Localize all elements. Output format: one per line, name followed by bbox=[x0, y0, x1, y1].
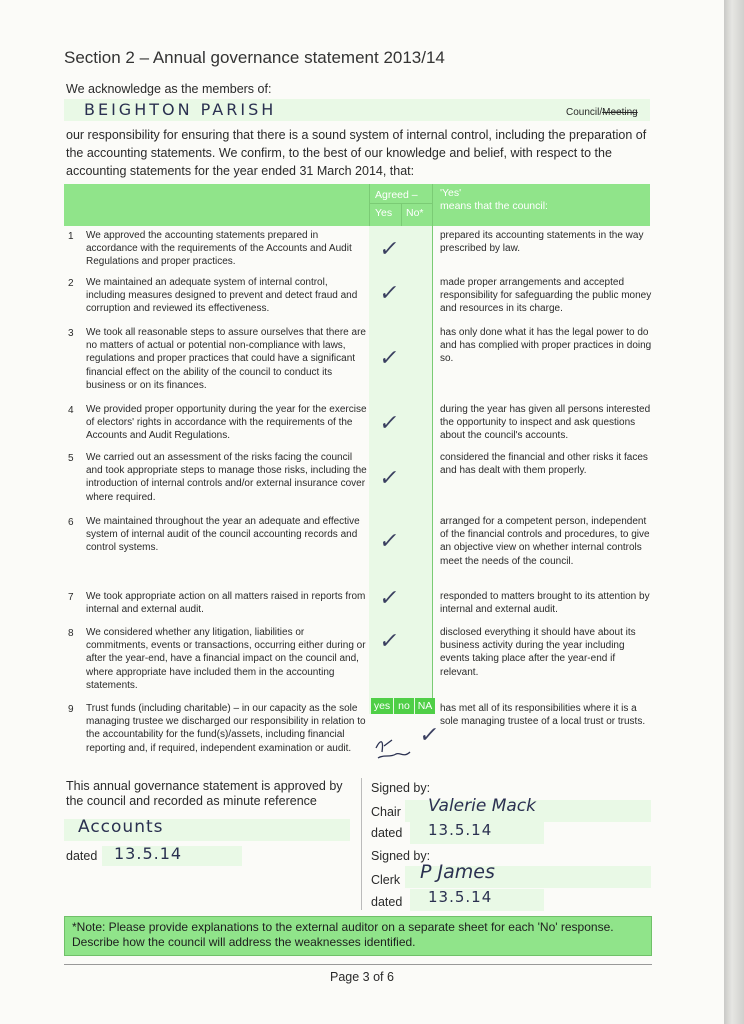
note-text: *Note: Please provide explanations to the external auditor on a separate sheet for each 'No' response. Describe how the council will address the weaknesses identified. bbox=[72, 920, 614, 949]
row-number: 6 bbox=[68, 517, 74, 528]
page-number: Page 3 of 6 bbox=[330, 970, 394, 984]
row-number: 7 bbox=[68, 592, 74, 603]
row-means: arranged for a competent person, independent of the financial controls and procedures, to give an objective view on whether internal controls meet the needs of the council. bbox=[440, 516, 650, 567]
header-agreed: Agreed – bbox=[375, 189, 418, 201]
row-statement: We maintained an adequate system of internal control, including measures designed to prevent and detect fraud and corruption and reviewed its effectiveness. bbox=[86, 277, 358, 315]
row-statement: We took all reasonable steps to assure ourselves that there are no matters of actual or potential non-compliance with laws, regulations and proper practices that could have a significant financial effect on the ability of the council to conduct its business or on its finances. bbox=[86, 327, 366, 391]
row-statement: We provided proper opportunity during the year for the exercise of electors' rights in accordance with the requirements of the Accounts and Audit Regulations. bbox=[86, 404, 367, 442]
approval-text: This annual governance statement is approved by the council and recorded as minute reference bbox=[66, 779, 343, 808]
row-statement: We took appropriate action on all matters raised in reports from internal and external audit. bbox=[86, 591, 366, 616]
intro-paragraph: our responsibility for ensuring that there is a sound system of internal control, including the preparation of the accounting statements. We confirm, to the best of our knowledge and belief, with respect to the accounting statements for the year ended 31 March 2014, that: bbox=[66, 128, 647, 178]
signed-by-label: Signed by: bbox=[371, 781, 431, 795]
clerk-date-handwritten: 13.5.14 bbox=[428, 888, 493, 906]
council-name-handwritten: BEIGHTON PARISH bbox=[84, 100, 277, 119]
header-yes: Yes bbox=[375, 207, 393, 219]
row-statement: We maintained throughout the year an adequate and effective system of internal audit of the council accounting records and control systems. bbox=[86, 516, 360, 554]
chair-label: Chair bbox=[371, 805, 401, 819]
section-title: Section 2 – Annual governance statement 2013/14 bbox=[64, 48, 445, 67]
row-means: has met all of its responsibilities where it is a sole managing trustee of a local trust or trusts. bbox=[440, 703, 646, 728]
tick-mark: ✓ bbox=[377, 410, 401, 435]
row-means: during the year has given all persons interested the opportunity to inspect and ask questions about the council's accounts. bbox=[440, 404, 651, 442]
tick-mark: ✓ bbox=[377, 236, 401, 261]
tick-mark: ✓ bbox=[377, 528, 401, 553]
chair-date-handwritten: 13.5.14 bbox=[428, 821, 493, 839]
footer-rule bbox=[64, 964, 652, 965]
handwritten-initial-mark bbox=[372, 728, 416, 768]
header-no: No* bbox=[406, 207, 424, 219]
row-number: 2 bbox=[68, 278, 74, 289]
row-number: 4 bbox=[68, 405, 74, 416]
chair-signature: Valerie Mack bbox=[428, 796, 536, 816]
signed-by-label: Signed by: bbox=[371, 849, 431, 863]
row-number: 5 bbox=[68, 453, 74, 464]
row-statement: We approved the accounting statements prepared in accordance with the requirements of the Accounts and Audit Regulations and proper practices. bbox=[86, 230, 352, 268]
chair-dated-label: dated bbox=[371, 826, 403, 840]
row-means: disclosed everything it should have about its business activity during the year including events taking place after the year-end if relevant. bbox=[440, 627, 636, 678]
acknowledge-text: We acknowledge as the members of: bbox=[66, 82, 272, 96]
tick-mark: ✓ bbox=[377, 585, 401, 610]
tick-mark: ✓ bbox=[377, 345, 401, 370]
table-header bbox=[64, 184, 650, 226]
row-statement: We considered whether any litigation, liabilities or commitments, events or transactions, occurring either during or after the year-end, have a financial impact on the council and, where appropriate have included them in the accounting statements. bbox=[86, 627, 366, 691]
row-statement: We carried out an assessment of the risks facing the council and took appropriate steps to manage those risks, including the introduction of internal controls and/or external insurance cover where required. bbox=[86, 452, 367, 503]
clerk-label: Clerk bbox=[371, 873, 401, 887]
row-number: 9 bbox=[68, 704, 74, 715]
tick-mark: ✓ bbox=[417, 722, 441, 747]
row-number: 3 bbox=[68, 328, 74, 339]
row-statement: Trust funds (including charitable) – in our capacity as the sole managing trustee we discharged our responsibility in relation to the accountability for the fund(s)/assets, including financial reporting and, if required, independent examination or audit. bbox=[86, 703, 366, 754]
column-divider bbox=[432, 184, 433, 714]
minute-reference-handwritten: Accounts bbox=[78, 817, 164, 837]
row-means: responded to matters brought to its attention by internal and external audit. bbox=[440, 591, 650, 616]
row-number: 1 bbox=[68, 231, 74, 242]
header-yes-quote: 'Yes' bbox=[440, 187, 462, 199]
page-edge bbox=[724, 0, 744, 1024]
tick-mark: ✓ bbox=[377, 280, 401, 305]
clerk-signature: P James bbox=[420, 861, 495, 883]
clerk-dated-label: dated bbox=[371, 895, 403, 909]
row9-na-header: NA bbox=[415, 698, 435, 714]
row-number: 8 bbox=[68, 628, 74, 639]
column-divider bbox=[401, 203, 402, 226]
row-means: has only done what it has the legal power to do and has complied with proper practices in doing so. bbox=[440, 327, 652, 365]
signature-divider bbox=[361, 778, 362, 910]
council-meeting-label: Council/Meeting bbox=[566, 107, 638, 118]
tick-mark: ✓ bbox=[377, 465, 401, 490]
approval-dated-label: dated bbox=[66, 849, 98, 863]
row-means: considered the financial and other risks it faces and has dealt with them properly. bbox=[440, 452, 648, 477]
row-means: made proper arrangements and accepted responsibility for safeguarding the public money and resources in its charge. bbox=[440, 277, 652, 315]
row9-yes-header: yes bbox=[371, 698, 393, 714]
approval-date-handwritten: 13.5.14 bbox=[114, 844, 183, 863]
tick-mark: ✓ bbox=[377, 628, 401, 653]
row-means: prepared its accounting statements in the way prescribed by law. bbox=[440, 230, 644, 255]
header-divider bbox=[369, 203, 432, 204]
header-means: means that the council: bbox=[440, 200, 548, 212]
row9-no-header: no bbox=[394, 698, 414, 714]
